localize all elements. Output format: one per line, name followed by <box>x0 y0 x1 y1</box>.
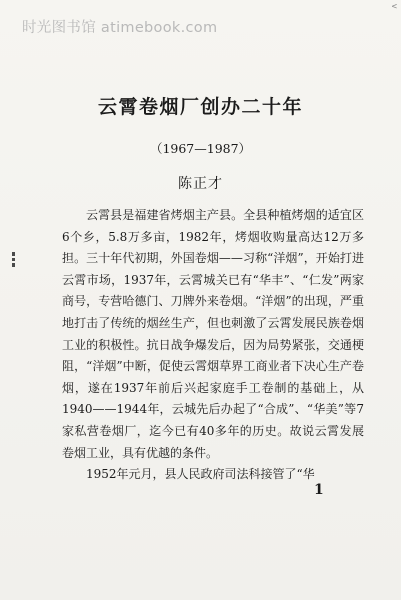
article-body <box>62 205 364 486</box>
binding-mark <box>12 258 15 261</box>
corner-mark: < <box>391 2 397 12</box>
article-years: （1967—1987） <box>149 141 252 156</box>
article-author: 陈正才 <box>178 176 223 192</box>
article-title: 云霄卷烟厂创办二十年 <box>97 96 303 118</box>
page-number: 1 <box>314 482 324 498</box>
binding-mark <box>12 263 15 267</box>
paragraph: 1952年元月，县人民政府司法科接管了“华 <box>86 467 315 482</box>
watermark: 时光图书馆 atimebook.com <box>22 20 218 36</box>
paragraph: 云霄县是福建省烤烟主产县。全县种植烤烟的适宜区6个乡，5.8万多亩，1982年，烤烟收购量高达12万多担。三十年代初期，外国卷烟——习称“洋烟”，开始打进云霄市场，1937年，云霄城关已有“华丰”、“仁发”两家商号，专营哈德门、刀牌外来卷烟。“洋烟”的出现，严重地打击了传统的烟丝生产，但也刺激了云霄发展民族卷烟工业的积极性。抗日战争爆发后，因为局势紧张，交通梗阻，“洋烟”中断，促使云霄烟草界工商业者下决心生产卷烟，遂在1937年前后兴起家庭手工卷制的基础上，从1940——1944年，云城先后办起了“合成”、“华美”等7家私营卷烟厂，迄今已有40多年的历史。故说云霄发展卷烟工业，具有优越的条件。 <box>62 208 364 460</box>
binding-mark <box>12 252 15 256</box>
